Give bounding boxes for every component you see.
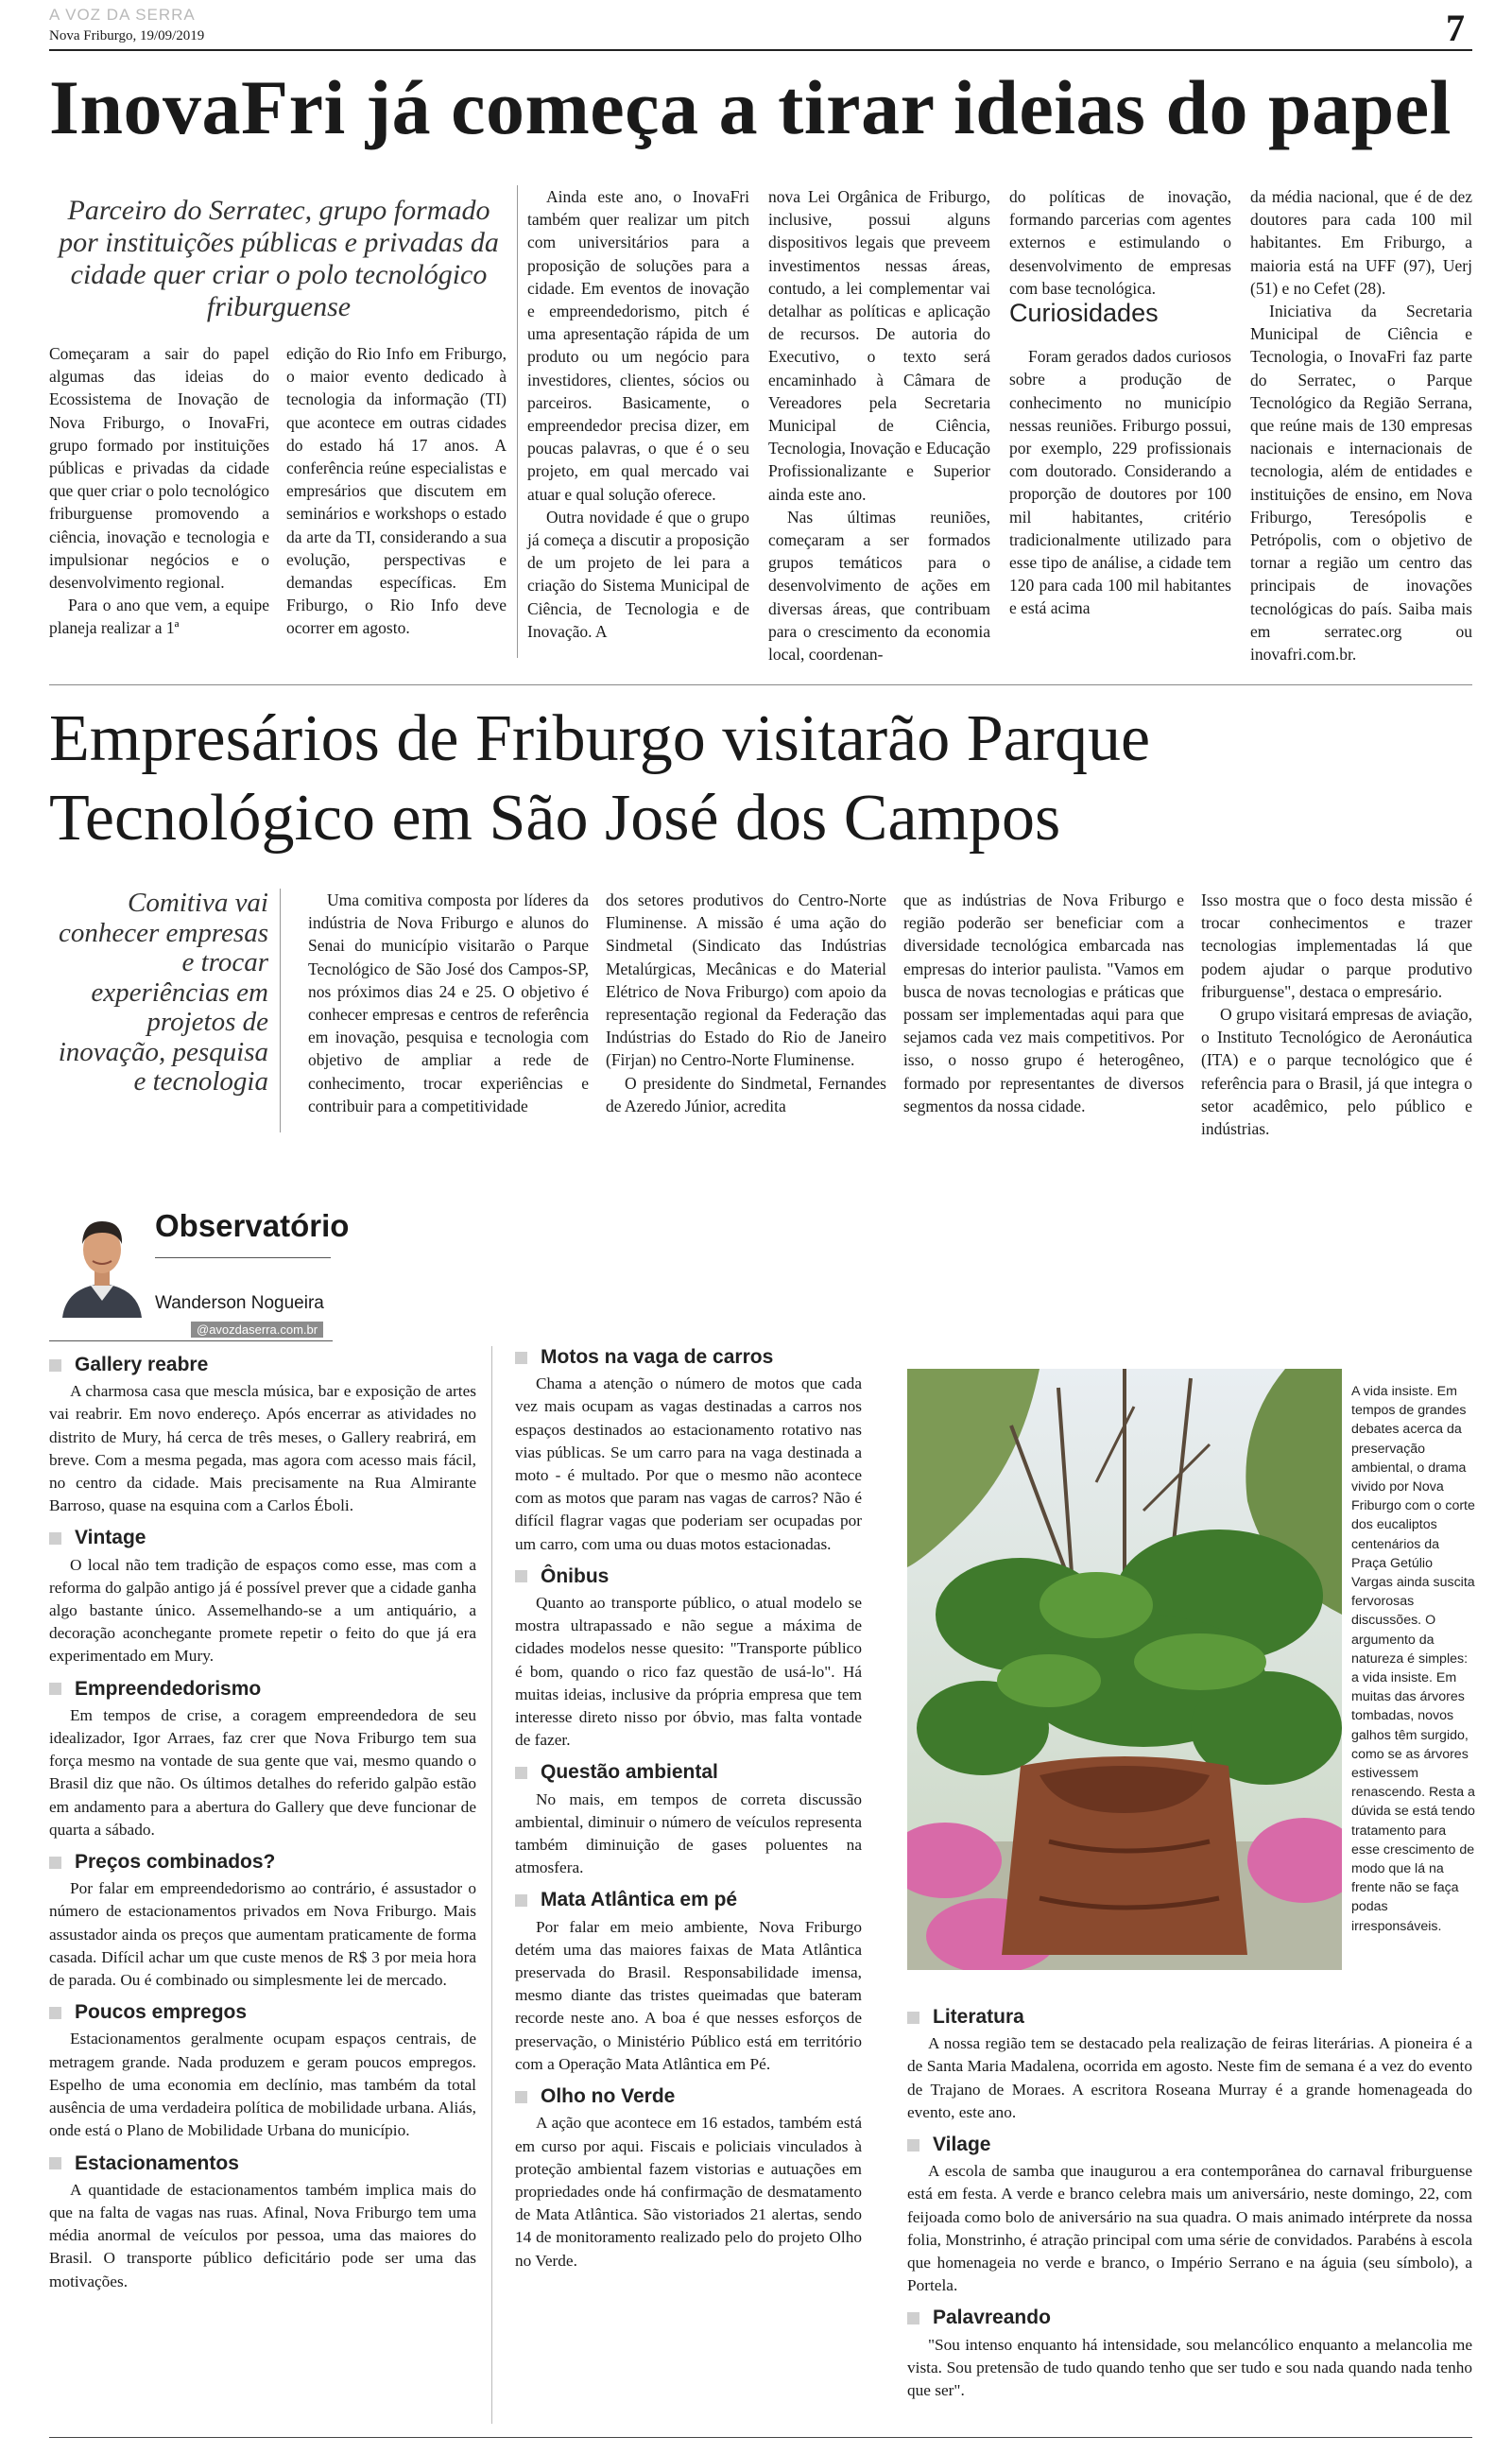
note-title: Palavreando (933, 2307, 1051, 2329)
note-title: Preços combinados? (75, 1851, 276, 1874)
column-divider (280, 889, 281, 1132)
note-heading (49, 1678, 476, 1701)
note-text: A nossa região tem se destacado pela realização de feiras literárias. A pioneira é a de Santa Maria Madalena, ocorrida em agosto. Neste fim de semana é a vez do evento de Trajano de Moraes. A escritora Roseana Murray é a grande homenageada do evento, este ano. (907, 2034, 1472, 2121)
column-divider (491, 1346, 492, 2424)
article1-col5 (1009, 185, 1231, 620)
note-text: No mais, em tempos de correta discussão ambiental, diminuir o número de veículos representa também diminuição de gases poluentes na atmosfera. (515, 1789, 862, 1877)
square-bullet-icon (49, 1532, 61, 1545)
headline-line: Tecnológico em São José dos Campos (49, 782, 1061, 855)
notes-col2 (515, 1346, 862, 2282)
paragraph: O grupo visitará empresas de aviação, o Instituto Tecnológico de Aeronáutica (ITA) e o parque tecnológico que é referência para o Brasil, já que integra o setor acadêmico, pelo público e indústrias. (1201, 1005, 1472, 1139)
note-title: Estacionamentos (75, 2152, 239, 2174)
columnist-handle: @avozdaserra.com.br (191, 1322, 323, 1338)
dateline: Nova Friburgo, 19/09/2019 (49, 28, 205, 43)
note-heading (907, 2307, 1472, 2329)
note-heading (49, 2001, 476, 2024)
headline-line: Empresários de Friburgo visitarão Parque (49, 702, 1151, 775)
bottom-rule (49, 2437, 1472, 2438)
note-heading (515, 1761, 862, 1784)
note-block (907, 2006, 1472, 2124)
paragraph: Iniciativa da Secretaria Municipal de Ciência e Tecnologia, o InovaFri faz parte do Serratec, o Parque Tecnológico da Região Serrana, que reúne mais de 130 empresas nacionais e internacionais de tecnologia, além de entidades e instituições de ensino, em Nova Friburgo, Teresópolis e Petrópolis, com o objetivo de tornar a região um centro das principais de inovações tecnológicas do país. Saiba mais em serratec.org ou inovafri.com.br. (1250, 302, 1472, 665)
note-block (49, 1851, 476, 1992)
note-heading (515, 1346, 862, 1369)
article2-headline (49, 700, 1472, 858)
square-bullet-icon (907, 2012, 919, 2024)
note-block (907, 2134, 1472, 2297)
paragraph: Nas últimas reuniões, começaram a ser formados grupos temáticos para o desenvolvimento de ações em diversas áreas, que contribuam para o crescimento da economia local, coordenan- (768, 507, 990, 665)
note-title: Olho no Verde (541, 2085, 676, 2108)
top-rule (49, 49, 1472, 51)
article2-deck: Comitiva vai conhecer empresas e trocar experiências em projetos de inovação, pesquisa e tecnologia (58, 888, 268, 1097)
column-divider (517, 185, 518, 658)
article2-col1 (308, 889, 589, 1117)
paragraph: Para o ano que vem, a equipe planeja realizar a 1ª (49, 596, 269, 638)
square-bullet-icon (515, 1352, 527, 1364)
note-block (49, 1678, 476, 1841)
article1-deck: Parceiro do Serratec, grupo formado por instituições públicas e privadas da cidade quer criar o polo tecnológico friburguense (59, 195, 499, 322)
paragraph: Isso mostra que o foco desta missão é trocar conhecimentos e trazer tecnologias implementadas lá que podem ajudar o parque produtivo friburguense", destaca o empresário. (1201, 890, 1472, 1001)
note-text: O local não tem tradição de espaços como esse, mas com a reforma do galpão antigo já é possível prever que a cidade ganha algo bastante único. Assemelhando-se a um antiquário, a decoração aconchegante promete repetir o feito do que já era experimentado em Mury. (49, 1555, 476, 1666)
curiosidades-subhead: Curiosidades (1009, 299, 1159, 328)
note-block (515, 1761, 862, 1879)
paragraph: edição do Rio Info em Friburgo, o maior evento dedicado à tecnologia da informação (TI) que acontece em outras cidades do estado há 17 anos. A conferência reúne especialistas e empresários que discutem em seminários e workshops o estado da arte da TI, considerando a sua evolução, perspectivas e demandas específicas. Em Friburgo, o Rio Info deve ocorrer em agosto. (286, 344, 507, 638)
note-heading (49, 2152, 476, 2175)
square-bullet-icon (49, 2007, 61, 2019)
columnist-name: Wanderson Nogueira (155, 1293, 324, 1313)
paragraph: Começaram a sair do papel algumas das ideias do Ecossistema de Inovação de Nova Friburgo, o InovaFri, grupo formado por instituições públicas e privadas da cidade que quer criar o polo tecnológico friburguense promovendo a ciência, inovação e tecnologia e impulsionar negócios e o desenvolvimento regional. (49, 344, 269, 593)
article1-col4 (768, 185, 990, 665)
note-text: Quanto ao transporte público, o atual modelo se mostra ultrapassado e não segue a máxima de cidades modelos nesse quesito: "Transporte público é bom, quando o rico faz questão de usá-lo". Há muitas ideias, inclusive da própria empresa que tem interesse direto nisso por óbvio, mas falta vontade de fazer. (515, 1594, 862, 1750)
note-block (515, 1565, 862, 1753)
paragraph: do políticas de inovação, formando parcerias com agentes externos e estimulando o desenvolvimento de empresas com base tecnológica. (1009, 187, 1231, 298)
note-title: Ônibus (541, 1564, 610, 1587)
notes-col1 (49, 1354, 476, 2303)
note-text: A escola de samba que inaugurou a era contemporânea do carnaval friburguense está em festa. A verde e branco celebra mais um aniversário, neste domingo, 22, com feijoada como bolo de aniversário na sua quadra. O mais animado intérprete da nossa folia, Monstrinho, é atração principal com uma série de convidados. Parabéns à escola que homenageia no verde e branco, o Império Serrano e na águia (seu símbolo), a Portela. (907, 2162, 1472, 2295)
square-bullet-icon (49, 2157, 61, 2169)
note-heading (49, 1354, 476, 1376)
note-title: Literatura (933, 2006, 1024, 2028)
article1-col2 (286, 342, 507, 640)
square-bullet-icon (907, 2139, 919, 2152)
note-block (907, 2307, 1472, 2402)
masthead: A VOZ DA SERRA (49, 6, 196, 24)
note-title: Poucos empregos (75, 2001, 248, 2024)
paragraph: Foram gerados dados curiosos sobre a produção de conhecimento no município nessas reuniões. Friburgo possui, por exemplo, 229 profissionais com doutorado. Considerando a proporção de doutores por 100 mil habitantes, critério tradicionalmente utilizado para esse tipo de análise, a cidade tem 120 para cada 100 mil habitantes e está acima (1009, 347, 1231, 618)
square-bullet-icon (49, 1857, 61, 1869)
paragraph: Outra novidade é que o grupo já começa a discutir a proposição de um projeto de lei para a criação do Sistema Municipal de Ciência, de Tecnologia e de Inovação. A (527, 507, 749, 641)
news-photo (907, 1369, 1342, 1970)
square-bullet-icon (49, 1683, 61, 1695)
article1-col1 (49, 342, 269, 640)
note-title: Questão ambiental (541, 1761, 718, 1784)
section-divider (49, 684, 1472, 685)
note-text: Em tempos de crise, a coragem empreendedora de seu idealizador, Igor Arraes, faz crer que Nova Friburgo tem sua força mesmo na vontade de sua gente que vai, mesmo quando o Brasil diz que não. Os últimos detalhes do referido galpão estão em andamento para a abertura do Gallery que deve funcionar de quarta a sábado. (49, 1705, 476, 1839)
page-number: 7 (1446, 7, 1465, 49)
photo-caption: A vida insiste. Em tempos de grandes debates acerca da preservação ambiental, o drama vivido por Nova Friburgo com o corte dos eucaliptos centenários da Praça Getúlio Vargas ainda suscita fervorosas discussões. O argumento da natureza é simples: a vida insiste. Em muitas das árvores tombadas, novos galhos têm surgido, como se as árvores estivessem renascendo. Resta a dúvida se está tendo tratamento para esse crescimento de modo que lá na frente não se faça podas irresponsáveis. (1351, 1384, 1475, 1934)
paragraph: O presidente do Sindmetal, Fernandes de Azeredo Júnior, acredita (606, 1073, 886, 1115)
article1-col3 (527, 185, 749, 643)
note-heading (515, 1565, 862, 1588)
square-bullet-icon (515, 1767, 527, 1779)
note-text: Por falar em meio ambiente, Nova Friburgo detém uma das maiores faixas de Mata Atlântica preservada do Brasil. Responsabilidade imensa, mesmo diante das tristes queimadas que bateram recorde neste ano. A boa é que nesses esforços de preservação, o Ministério Público está em território com a Operação Mata Atlântica em Pé. (515, 1917, 862, 2073)
square-bullet-icon (907, 2312, 919, 2324)
author-rule (49, 1340, 333, 1341)
paragraph: nova Lei Orgânica de Friburgo, inclusive, possui alguns dispositivos legais que preveem investimentos nessas áreas, contudo, a lei complementar vai detalhar as políticas e aplicação de recursos. De autoria do Executivo, o texto será encaminhado à Câmara de Vereadores pela Secretaria Municipal de Ciência, Tecnologia, Inovação e Educação Profissionalizante e Superior ainda este ano. (768, 187, 990, 504)
note-text: "Sou intenso enquanto há intensidade, sou melancólico enquanto a melancolia me vista. Sou pretensão de tudo quando tenho que ser tudo e sou nada quando nada tenho que ser". (907, 2335, 1472, 2400)
article2-col3 (903, 889, 1184, 1117)
paragraph: Ainda este ano, o InovaFri também quer realizar um pitch com universitários para a proposição de soluções para a cidade. Em eventos de inovação e empreendedorismo, pitch é uma apresentação rápida de um produto ou um negócio para investidores, clientes, sócios ou parceiros. Basicamente, o empreendedor precisa dizer, em poucas palavras, o que é o seu projeto, em qual mercado vai atuar e qual solução oferece. (527, 187, 749, 504)
note-block (49, 1354, 476, 1517)
note-block (515, 1889, 862, 2076)
square-bullet-icon (515, 2091, 527, 2103)
title-rule (155, 1257, 331, 1258)
note-block (515, 2085, 862, 2273)
square-bullet-icon (515, 1894, 527, 1907)
note-heading (515, 1889, 862, 1911)
observatorio-title: Observatório (155, 1208, 350, 1243)
article1-headline: InovaFri já começa a tirar ideias do papel (49, 64, 1452, 150)
note-text: Chama a atenção o número de motos que cada vez mais ocupam as vagas destinadas a carros nos espaços destinados ao estacionamento rotativo nas vias públicas. Se um carro para na vaga destinada a moto - é multado. Por que o mesmo não acontece com as motos que param nas vagas de carros? Não é difícil flagrar vagas que poderiam ser ocupadas por um carro, com uma ou duas motos estacionadas. (515, 1374, 862, 1553)
note-title: Gallery reabre (75, 1354, 209, 1375)
paragraph: dos setores produtivos do Centro-Norte Fluminense. A missão é uma ação do Sindmetal (Sindicato das Indústrias Metalúrgicas, Mecânicas e do Material Elétrico de Nova Friburgo) com apoio da representação regional da Federação das Indústrias do Estado do Rio de Janeiro (Firjan) no Centro-Norte Fluminense. (606, 890, 886, 1070)
note-title: Vilage (933, 2134, 991, 2156)
note-text: A charmosa casa que mescla música, bar e exposição de artes vai reabrir. Em novo endereço. Após encerrar as atividades no distrito de Mury, há cerca de três meses, o Gallery reabrirá, em breve. Com a mesma pegada, mas agora com acesso mais fácil, no centro da cidade. Mais precisamente na Rua Almirante Barroso, quase na esquina com a Carlos Éboli. (49, 1382, 476, 1515)
article2-col2 (606, 889, 886, 1117)
paragraph: que as indústrias de Nova Friburgo e região poderão ser beneficiar com a diversidade tecnológica embarcada nas empresas do interior paulista. "Vamos em busca de novas tecnologias e práticas que possam ser implementadas aqui para que sejamos cada vez mais competitivos. Por isso, o nosso grupo é heterogêneo, formado por representantes de diversos segmentos da nossa cidade. (903, 890, 1184, 1115)
article2-col4 (1201, 889, 1472, 1140)
note-block (515, 1346, 862, 1556)
square-bullet-icon (515, 1570, 527, 1582)
tree-stump-photo (907, 1369, 1342, 1970)
note-block (49, 2001, 476, 2142)
note-block (49, 1527, 476, 1668)
paragraph: da média nacional, que é de dez doutores para cada 100 mil habitantes. Em Friburgo, a maioria está na UFF (97), Uerj (51) e no Cefet (28). (1250, 187, 1472, 298)
note-title: Mata Atlântica em pé (541, 1889, 738, 1911)
note-text: Por falar em empreendedorismo ao contrário, é assustador o número de estacionamentos privados em Nova Friburgo. Mais assustador ainda os preços que aumentam praticamente de forma casada. Difícil achar um que custe menos de R$ 3 por meia hora de parada. Ou é combinado ou simplesmente lei de mercado. (49, 1879, 476, 1990)
notes-col3 (907, 2006, 1472, 2411)
note-text: Estacionamentos geralmente ocupam espaços centrais, de metragem grande. Nada produzem e geram poucos empregos. Espelho de uma economia em declínio, mas também da total ausência de uma verdadeira política de mobilidade urbana. Aliás, onde está o Plano de Mobilidade Urbana do município. (49, 2030, 476, 2140)
columnist-photo (57, 1206, 147, 1318)
note-heading (907, 2006, 1472, 2029)
paragraph: Uma comitiva composta por líderes da indústria de Nova Friburgo e alunos do Senai do município visitarão o Parque Tecnológico de São José dos Campos-SP, nos próximos dias 24 e 25. O objetivo é conhecer empresas e centros de referência em inovação, pesquisa e tecnologia com objetivo de ampliar a rede de conhecimento, trocar experiências e contribuir para a competitividade (308, 890, 589, 1115)
note-heading (515, 2085, 862, 2108)
note-heading (49, 1851, 476, 1874)
article1-col6 (1250, 185, 1472, 665)
note-title: Empreendedorismo (75, 1677, 262, 1700)
note-text: A ação que acontece em 16 estados, também está em curso por aqui. Fiscais e policiais vinculados à proteção ambiental fazem vistorias e autuações em propriedades onde há confirmação de desmatamento de Mata Atlântica. São vistoriados 21 alertas, sendo 14 de monitoramento realizado pelo do projeto Olho no Verde. (515, 2114, 862, 2270)
note-title: Motos na vaga de carros (541, 1346, 774, 1368)
note-heading (907, 2134, 1472, 2156)
note-title: Vintage (75, 1527, 146, 1549)
note-block (49, 2152, 476, 2293)
square-bullet-icon (49, 1359, 61, 1372)
note-heading (49, 1527, 476, 1549)
note-text: A quantidade de estacionamentos também implica mais do que na falta de vagas nas ruas. Afinal, Nova Friburgo tem uma média anormal de veículos por pessoa, uma das maiores do Brasil. O transporte público deficitário pode ser uma das motivações. (49, 2180, 476, 2290)
